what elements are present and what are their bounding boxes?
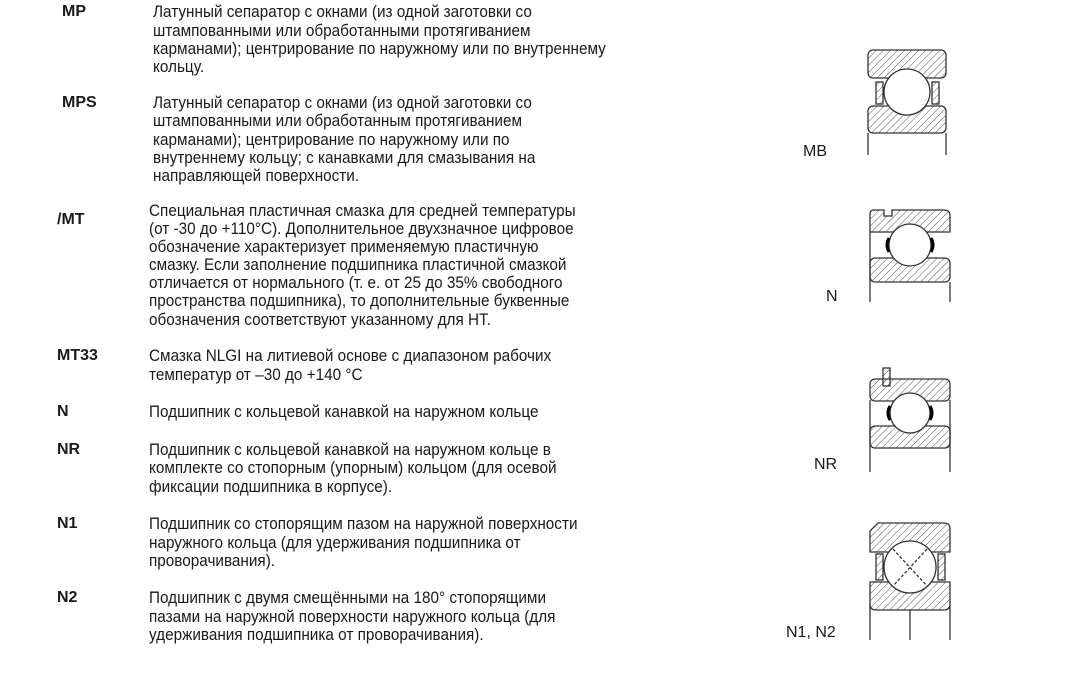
designation-description-line: кольцу. — [153, 57, 205, 76]
designation-code: NR — [57, 441, 81, 458]
designation-description-line: удерживания подшипника от проворачивания). — [149, 625, 484, 644]
designation-description-line: Специальная пластичная смазка для средней температуры — [149, 201, 576, 220]
bearing-n1-n2-drawing — [870, 523, 950, 640]
figure-label-mb: MB — [803, 143, 827, 160]
designation-code: N2 — [57, 589, 78, 606]
figure-label-n1-n2: N1, N2 — [786, 624, 836, 641]
designation-description-line: наружного кольца (для удерживания подшипника от — [149, 533, 521, 552]
designation-description-line: пространства подшипника), то дополнительные буквенные — [149, 291, 570, 310]
designation-description-line: комплекте со стопорным (упорным) кольцом (для осевой — [149, 458, 557, 477]
designation-description-line: внутреннему кольцу; с канавками для смазывания на — [153, 148, 536, 167]
bearing-n-drawing — [870, 210, 950, 302]
designation-description-line: Латунный сепаратор с окнами (из одной заготовки со — [153, 93, 532, 112]
designation-code: N — [57, 403, 69, 420]
designation-code: MP — [62, 3, 86, 20]
designation-description-line: Подшипник с двумя смещёнными на 180° стопорящими — [149, 588, 547, 607]
designation-description-line: Подшипник со стопорящим пазом на наружной поверхности — [149, 514, 578, 533]
designation-description-line: обозначение характеризует применяемую пластичную — [149, 237, 539, 256]
designation-code: N1 — [57, 515, 78, 532]
designation-description-line: температур от –30 до +140 °C — [149, 365, 363, 384]
designation-description-line: штампованными или обработанными протягиванием — [153, 21, 531, 40]
designation-description-line: фиксации подшипника в корпусе). — [149, 477, 393, 496]
designation-description-line: Латунный сепаратор с окнами (из одной заготовки со — [153, 2, 532, 21]
bearing-mb-drawing — [868, 50, 946, 155]
figure-label-nr: NR — [814, 456, 838, 473]
designation-description-line: Подшипник с кольцевой канавкой на наружном кольце в — [149, 440, 551, 459]
designation-code: /MT — [57, 211, 85, 228]
designation-description-line: карманами); центрирование по наружному или по внутреннему — [153, 39, 606, 58]
designation-description-line: проворачивания). — [149, 551, 276, 570]
designation-description-line: обозначения соответствуют указанному для HT. — [149, 310, 491, 329]
designation-description-line: отличается от нормального (т. е. от 25 до 35% свободного — [149, 273, 563, 292]
designation-description-line: пазами на наружной поверхности наружного кольца (для — [149, 607, 556, 626]
designation-description-line: штампованными или обработанным протягиванием — [153, 111, 522, 130]
designation-description-line: Подшипник с кольцевой канавкой на наружном кольце — [149, 402, 539, 421]
designation-description-line: (от -30 до +110°C). Дополнительное двухзначное цифровое — [149, 219, 574, 238]
designation-description-line: карманами); центрирование по наружному или по — [153, 130, 510, 149]
designation-code: MT33 — [57, 347, 98, 364]
designation-description-line: смазку. Если заполнение подшипника пластичной смазкой — [149, 255, 567, 274]
designation-description-line: Смазка NLGI на литиевой основе с диапазоном рабочих — [149, 346, 552, 365]
designation-description-line: направляющей поверхности. — [153, 166, 360, 185]
figure-label-n: N — [826, 288, 838, 305]
designation-code: MPS — [62, 94, 97, 111]
bearing-nr-drawing — [870, 368, 950, 472]
